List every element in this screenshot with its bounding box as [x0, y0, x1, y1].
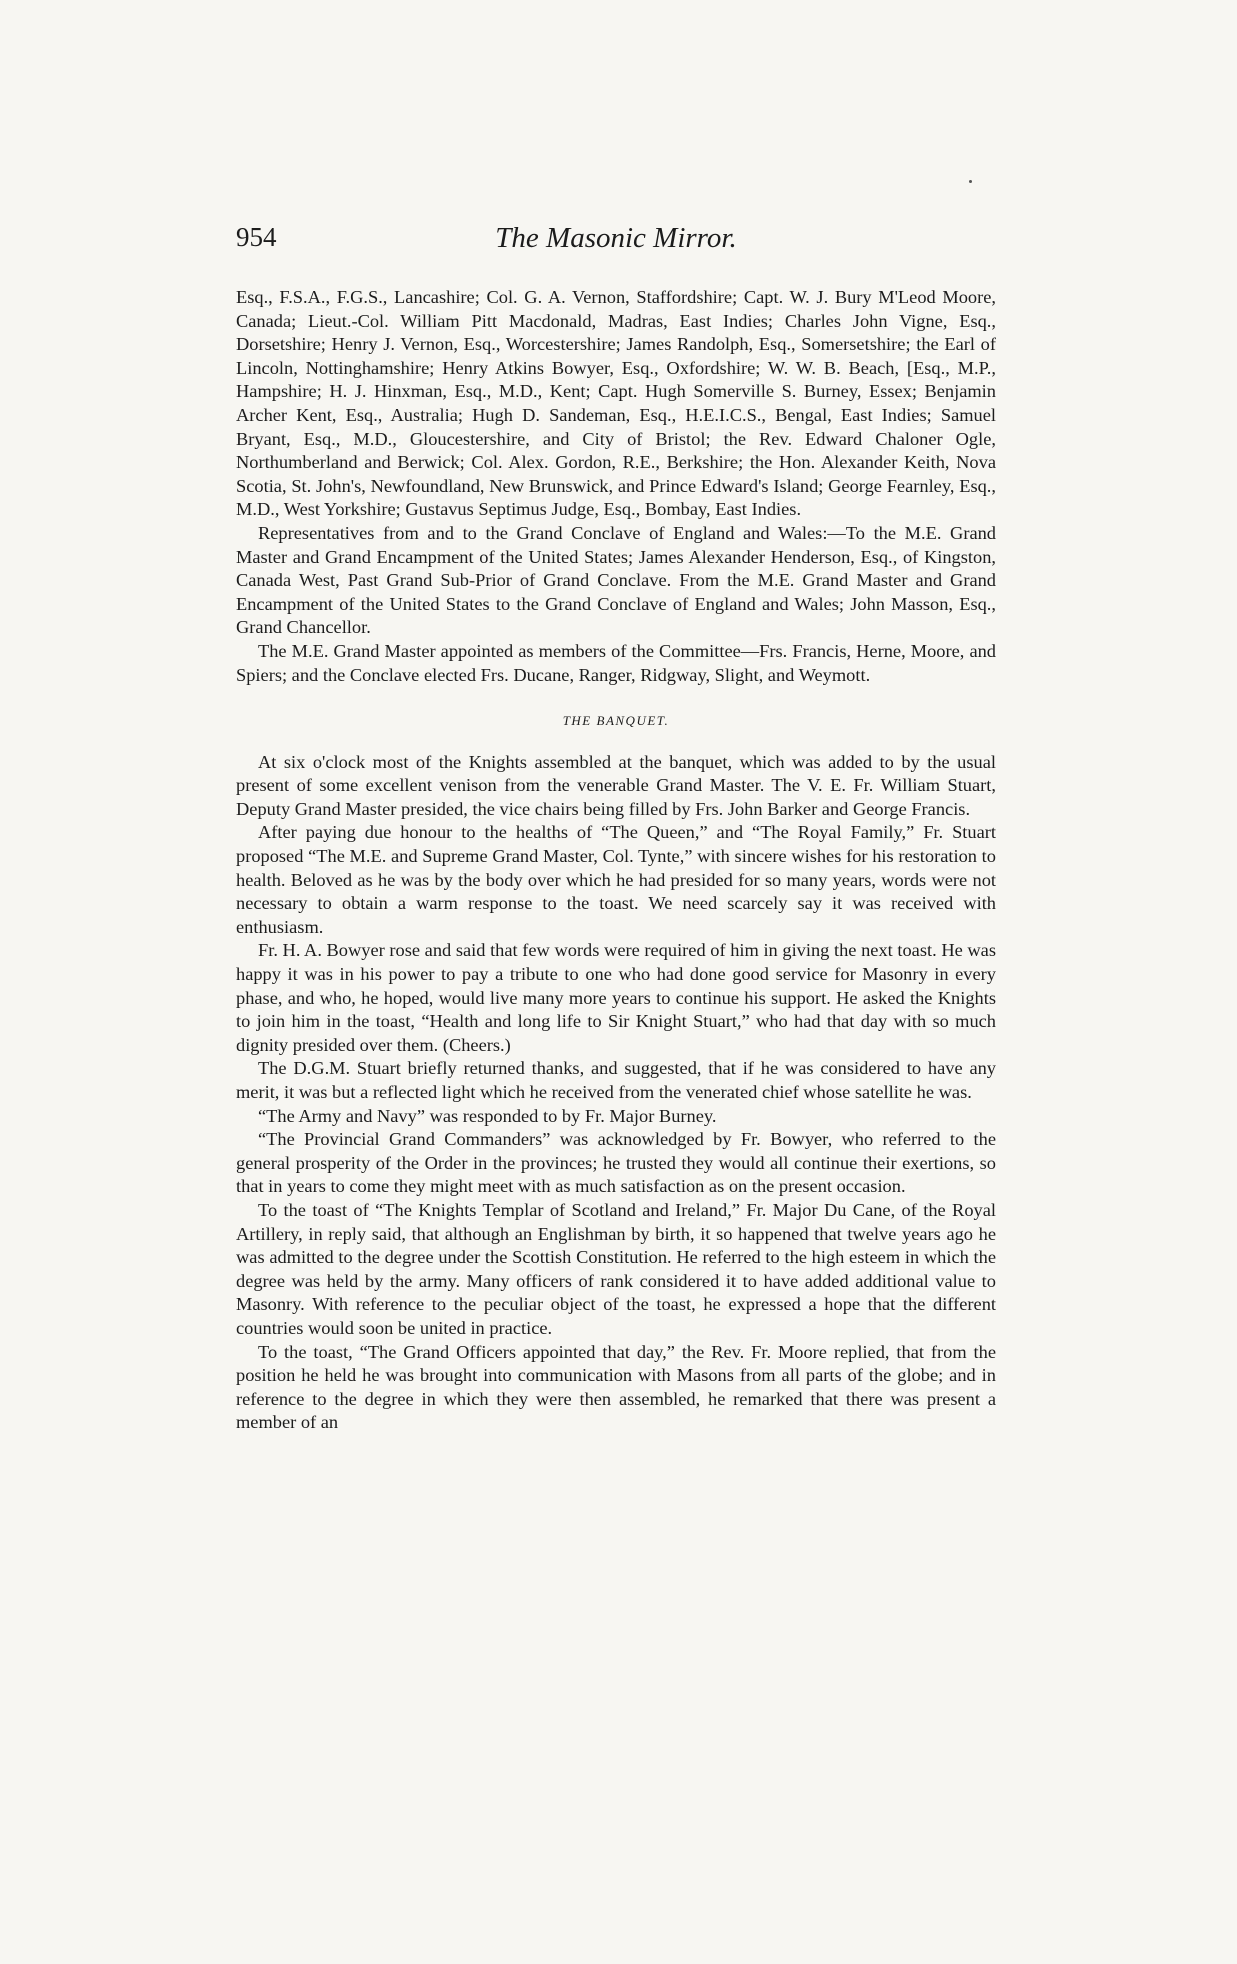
article-body [236, 286, 996, 1435]
running-title: The Masonic Mirror. [495, 222, 737, 254]
paragraph-army-navy: “The Army and Navy” was responded to by Fr. Major Burney. [258, 1105, 717, 1126]
section-heading-banquet: THE BANQUET. [562, 713, 670, 729]
page-number: 954 [236, 222, 277, 252]
ink-speck [969, 180, 972, 183]
paragraph-representatives: Representatives from and to the Grand Conclave of England and Wales:—To the M.E. Grand Master and Grand Encampment of the United States; James Alexander Henderson, Esq., of Kingston, Canada West, Past Grand Sub-Prior of Grand Conclave. From the M.E. Grand Master and Grand Encampment of the United States to the Grand Conclave of England and Wales; John Masson, Esq., Grand Chancellor. [236, 522, 996, 638]
paragraph-committee: The M.E. Grand Master appointed as members of the Committee—Frs. Francis, Herne, Moore, and Spiers; and the Conclave elected Frs. Ducane, Ranger, Ridgway, Slight, and Weymott. [236, 640, 996, 685]
paragraph-continued-list: Esq., F.S.A., F.G.S., Lancashire; Col. G. A. Vernon, Staffordshire; Capt. W. J. Bury M'Leod Moore, Canada; Lieut.-Col. William Pitt Macdonald, Madras, East Indies; Charles John Vigne, Esq., Dorsetshire; Henry J. Vernon, Esq., Worcestershire; James Randolph, Esq., Somersetshire; the Earl of Lincoln, Nottinghamshire; Henry Atkins Bowyer, Esq., Oxfordshire; W. W. B. Beach, [Esq., M.P., Hampshire; H. J. Hinxman, Esq., M.D., Kent; Capt. Hugh Somerville S. Burney, Essex; Benjamin Archer Kent, Esq., Australia; Hugh D. Sandeman, Esq., H.E.I.C.S., Bengal, East Indies; Samuel Bryant, Esq., M.D., Gloucestershire, and City of Bristol; the Rev. Edward Chaloner Ogle, Northumberland and Berwick; Col. Alex. Gordon, R.E., Berkshire; the Hon. Alexander Keith, Nova Scotia, St. John's, Newfoundland, New Brunswick, and Prince Edward's Island; George Fearnley, Esq., M.D., West Yorkshire; Gustavus Septimus Judge, Esq., Bombay, East Indies. [236, 287, 996, 520]
paragraph-banquet-intro: At six o'clock most of the Knights assembled at the banquet, which was added to by the usual present of some excellent venison from the venerable Grand Master. The V. E. Fr. William Stuart, Deputy Grand Master presided, the vice chairs being filled by Frs. John Barker and George Francis. [236, 751, 996, 819]
page-header [236, 222, 996, 256]
paragraph-stuart-thanks: The D.G.M. Stuart briefly returned thanks, and suggested, that if he was considered to have any merit, it was but a reflected light which he received from the venerated chief whose satellite he was. [236, 1058, 996, 1102]
paragraph-bowyer-toast: Fr. H. A. Bowyer rose and said that few words were required of him in giving the next toast. He was happy it was in his power to pay a tribute to one who had done good service for Masonry in every phase, and who, he hoped, would live many more years to continue his support. He asked the Knights to join him in the toast, “Health and long life to Sir Knight Stuart,” who had that day with so much dignity presided over them. (Cheers.) [236, 940, 996, 1055]
paragraph-grand-officers: To the toast, “The Grand Officers appointed that day,” the Rev. Fr. Moore replied, that from the position he held he was brought into communication with Masons from all parts of the globe; and in reference to the degree in which they were then assembled, he remarked that there was present a member of an [236, 1341, 996, 1433]
paragraph-scotland-ireland: To the toast of “The Knights Templar of Scotland and Ireland,” Fr. Major Du Cane, of the Royal Artillery, in reply said, that although an Englishman by birth, it so happened that twelve years ago he was admitted to the degree under the Scottish Constitution. He referred to the high esteem in which the degree was held by the army. Many officers of rank considered it to have added additional value to Masonry. With reference to the peculiar object of the toast, he expressed a hope that the different countries would soon be united in practice. [236, 1199, 996, 1338]
paragraph-royal-toast: After paying due honour to the healths of “The Queen,” and “The Royal Family,” Fr. Stuart proposed “The M.E. and Supreme Grand Master, Col. Tynte,” with sincere wishes for his restoration to health. Beloved as he was by the body over which he had presided for so many years, words were not necessary to obtain a warm response to the toast. We need scarcely say it was received with enthusiasm. [236, 822, 996, 937]
paragraph-provincial: “The Provincial Grand Commanders” was acknowledged by Fr. Bowyer, who referred to the general prosperity of the Order in the provinces; he trusted they would all continue their exertions, so that in years to come they might meet with as much satisfaction as on the present occasion. [236, 1129, 996, 1197]
